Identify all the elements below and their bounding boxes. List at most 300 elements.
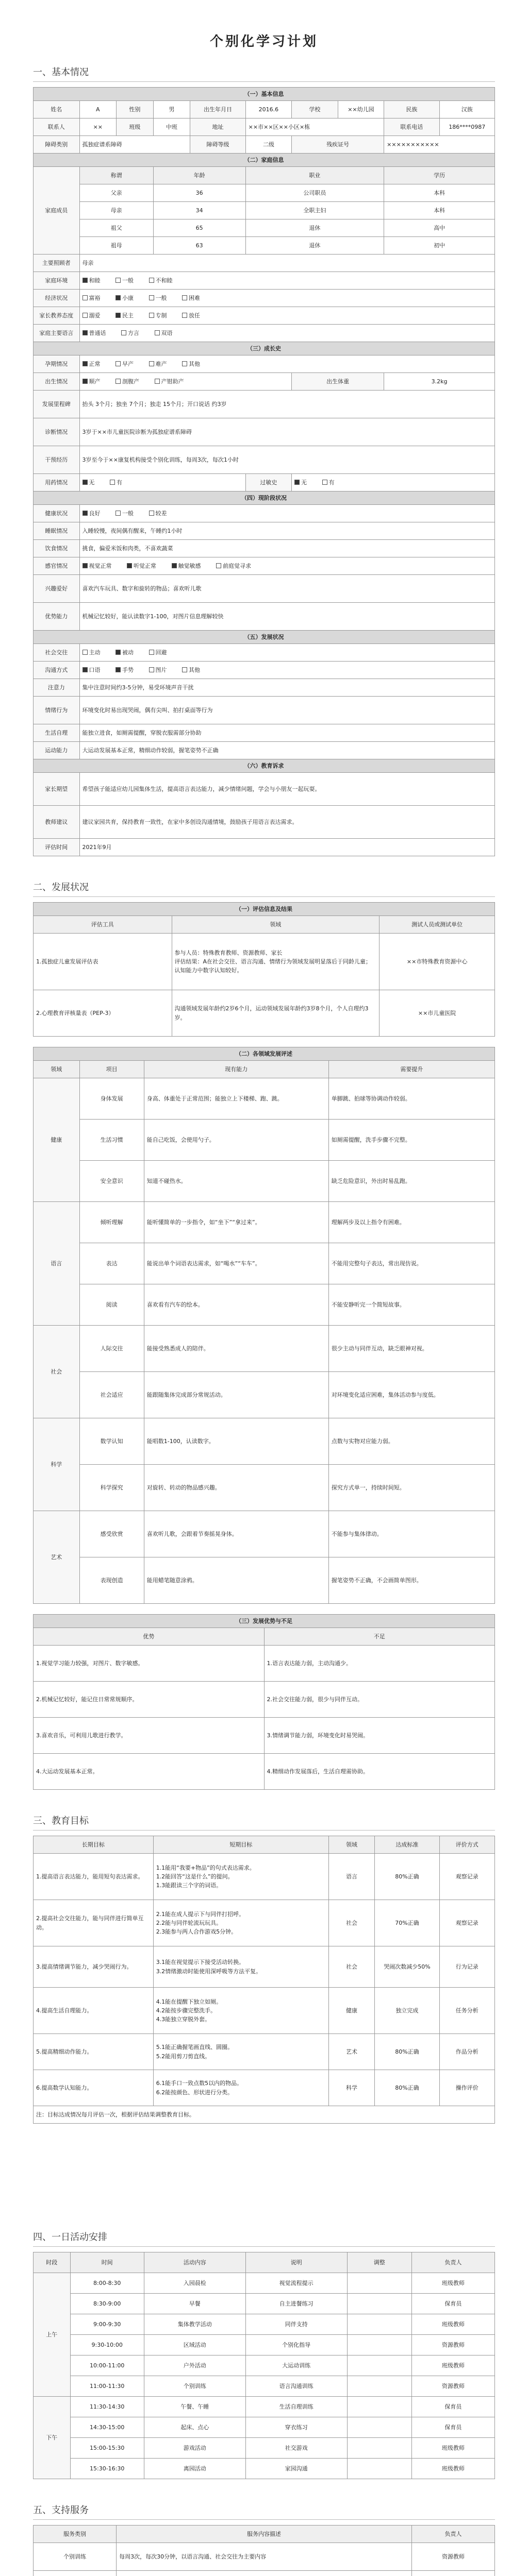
schedule-note: 自主进餐练习 <box>245 2294 347 2314</box>
checkbox[interactable] <box>172 563 177 568</box>
support-desc: 每周3次，每次30分钟，以语言沟通、社会交往为主要内容 <box>117 2543 412 2571</box>
option-label: 放任 <box>189 312 200 319</box>
ethnic-label: 民族 <box>384 101 439 118</box>
option-label: 被动 <box>122 649 134 656</box>
schedule-adjust <box>347 2376 411 2397</box>
goal-area: 社会 <box>328 1946 375 1988</box>
checkbox[interactable] <box>110 480 115 485</box>
checkbox[interactable] <box>82 361 88 366</box>
support-type <box>34 2571 117 2576</box>
interest-text: 喜欢汽车玩具、数字和旋转的物品；喜欢听儿歌 <box>79 575 495 603</box>
schedule-activity: 入园晨检 <box>144 2273 245 2294</box>
checkbox[interactable] <box>182 313 187 318</box>
family-cell: 36 <box>153 184 245 202</box>
band-current: （四）现阶段状况 <box>34 492 495 505</box>
col-item: 项目 <box>79 1061 144 1078</box>
disability-label: 障碍类别 <box>34 136 80 154</box>
checkbox[interactable] <box>182 667 187 672</box>
schedule-activity: 集体教学活动 <box>144 2314 245 2335</box>
schedule-note: 语言沟通训练 <box>245 2376 347 2397</box>
option-label: 良好 <box>89 510 101 517</box>
goals-table <box>33 1836 495 2124</box>
weight-value: 3.2kg <box>384 373 495 391</box>
checkbox[interactable] <box>155 379 160 384</box>
goal-long: 6.提高数学认知能力。 <box>34 2070 154 2106</box>
interest-label: 兴趣爱好 <box>34 575 80 603</box>
schedule-adjust <box>347 2355 411 2376</box>
caregiver-label: 主要照顾者 <box>34 255 80 272</box>
goal-standard: 80%正确 <box>375 2070 439 2106</box>
checkbox[interactable] <box>82 667 88 672</box>
schedule-activity: 区域活动 <box>144 2335 245 2355</box>
family-cell: 本科 <box>384 184 495 202</box>
schedule-activity: 早餐 <box>144 2294 245 2314</box>
area-now: 能唱数1-100，认读数字。 <box>144 1418 328 1465</box>
date-label: 评估时间 <box>34 839 80 856</box>
checkbox[interactable] <box>82 295 88 300</box>
checkbox[interactable] <box>149 313 154 318</box>
goal-long: 3.提高情绪调节能力，减少哭闹行为。 <box>34 1946 154 1988</box>
econ-options <box>79 290 495 307</box>
goal-long: 2.提高社会交往能力，能与同伴进行简单互动。 <box>34 1900 154 1946</box>
section-goals-title: 三、教育目标 <box>33 1814 495 1831</box>
intervention-label: 干预经历 <box>34 446 80 474</box>
family-cell: 退休 <box>245 237 384 255</box>
medical-options <box>79 474 245 492</box>
area-now: 能用蜡笔随意涂鸦。 <box>144 1557 328 1604</box>
area-now: 知道不碰热水。 <box>144 1161 328 1202</box>
weak-cell: 1.语言表达能力弱，主动沟通少。 <box>264 1646 495 1682</box>
area-now: 能跟随集体完成部分常规活动。 <box>144 1372 328 1418</box>
goals-head: 领域 <box>328 1836 375 1854</box>
diagnosis-label: 诊断情况 <box>34 418 80 446</box>
schedule-owner: 保育员 <box>411 2417 494 2438</box>
area-now: 身高、体重处于正常范围；能独立上下楼梯、跑、跳。 <box>144 1078 328 1120</box>
phone-label: 联系电话 <box>384 118 439 136</box>
support-head: 负责人 <box>411 2526 494 2543</box>
schedule-time: 15:00-15:30 <box>70 2438 144 2459</box>
support-owner: 资源教师 <box>411 2543 494 2571</box>
area-name: 社会 <box>34 1326 80 1418</box>
goal-area: 科学 <box>328 2070 375 2106</box>
schedule-note: 社交游戏 <box>245 2438 347 2459</box>
col-need: 需要提升 <box>328 1061 494 1078</box>
milestone-text: 抬头 3个月；独坐 7个月；独走 15个月；开口说话 约3岁 <box>79 391 495 418</box>
option-label: 回避 <box>155 649 167 656</box>
class-value: 中班 <box>153 118 190 136</box>
schedule-note: 穿衣练习 <box>245 2417 347 2438</box>
schedule-time: 10:00-11:00 <box>70 2355 144 2376</box>
checkbox[interactable] <box>116 650 121 655</box>
option-label: 听觉正常 <box>134 562 156 569</box>
goal-long: 5.提高精细动作能力。 <box>34 2034 154 2070</box>
self-label: 生活自理 <box>34 724 80 742</box>
lang-options <box>79 325 495 342</box>
checkbox[interactable] <box>116 667 121 672</box>
adv-cell: 1.视觉学习能力较强，对图片、数字敏感。 <box>34 1646 265 1682</box>
schedule-adjust <box>347 2397 411 2417</box>
goal-eval: 操作评价 <box>439 2070 494 2106</box>
goal-short: 3.1能在视觉提示下接受活动转换。 3.2情绪激动时能使用深呼吸等方法平复。 <box>153 1946 328 1988</box>
checkbox[interactable] <box>182 361 187 366</box>
tool-name: 2.心理教育评核量表（PEP-3） <box>34 990 172 1037</box>
weak-cell: 2.社会交往能力弱，很少与同伴互动。 <box>264 1682 495 1718</box>
parent-options <box>79 307 495 325</box>
social-options <box>79 644 495 662</box>
pregnancy-label: 孕期情况 <box>34 355 80 373</box>
option-label: 有 <box>117 479 122 486</box>
goal-long: 1.提高语言表达能力，能用短句表达需求。 <box>34 1854 154 1900</box>
allergy-options <box>292 474 495 492</box>
band-advantage: （三）发展优势与不足 <box>34 1615 495 1628</box>
col-result: 测试人员或测试单位 <box>380 916 495 934</box>
schedule-time: 15:30-16:30 <box>70 2459 144 2479</box>
checkbox[interactable] <box>82 379 88 384</box>
area-need: 不能安静听完一个简短故事。 <box>328 1284 494 1326</box>
schedule-owner: 班级教师 <box>411 2355 494 2376</box>
area-need: 理解两步及以上指令有困难。 <box>328 1202 494 1243</box>
family-cell: 祖父 <box>79 219 153 237</box>
area-item: 生活习惯 <box>79 1120 144 1161</box>
checkbox[interactable] <box>82 480 88 485</box>
family-cell: 34 <box>153 202 245 219</box>
schedule-owner: 班级教师 <box>411 2314 494 2335</box>
checkbox[interactable] <box>82 313 88 318</box>
area-item: 人际交往 <box>79 1326 144 1372</box>
weight-label: 出生体重 <box>292 373 384 391</box>
lang-label: 家庭主要语言 <box>34 325 80 342</box>
checkbox[interactable] <box>182 295 187 300</box>
schedule-head: 调整 <box>347 2252 411 2273</box>
col-tool: 评估工具 <box>34 916 172 934</box>
emotion-text: 环境变化时易出现哭闹，偶有尖叫、拍打桌面等行为 <box>79 697 495 724</box>
checkbox[interactable] <box>149 511 154 516</box>
name-value: A <box>79 101 117 118</box>
option-label: 一般 <box>155 294 167 301</box>
id-label: 残疾证号 <box>292 136 384 154</box>
goal-short: 5.1能正确握笔画直线、圆圈。 5.2能用剪刀剪直线。 <box>153 2034 328 2070</box>
family-head-3: 学历 <box>384 167 495 184</box>
tool-name: 1.孤独症儿童发展评估表 <box>34 934 172 990</box>
attention-text: 集中注意时间约3-5分钟，易受环境声音干扰 <box>79 679 495 697</box>
strength-label: 优势能力 <box>34 603 80 631</box>
demand-label: 家长期望 <box>34 773 80 806</box>
section-dev-title: 二、发展状况 <box>33 880 495 897</box>
date-value: 2021年9月 <box>79 839 495 856</box>
area-now: 对旋转、转动的物品感兴趣。 <box>144 1465 328 1511</box>
class-label: 班级 <box>117 118 154 136</box>
section-support-title: 五、支持服务 <box>33 2503 495 2520</box>
goal-area: 语言 <box>328 1854 375 1900</box>
schedule-adjust <box>347 2273 411 2294</box>
goals-head: 达成标准 <box>375 1836 439 1854</box>
option-label: 手势 <box>122 666 134 673</box>
area-need: 握笔姿势不正确，不会画简单图形。 <box>328 1557 494 1604</box>
goal-area: 艺术 <box>328 2034 375 2070</box>
schedule-owner: 保育员 <box>411 2294 494 2314</box>
checkbox[interactable] <box>116 379 121 384</box>
weak-cell: 3.情绪调节能力弱，环境变化时易哭闹。 <box>264 1718 495 1754</box>
pregnancy-options <box>79 355 495 373</box>
section-schedule-title: 四、一日活动安排 <box>33 2230 495 2247</box>
sleep-label: 睡眠情况 <box>34 522 80 540</box>
col-adv: 优势 <box>34 1628 265 1646</box>
schedule-activity: 午餐、午睡 <box>144 2397 245 2417</box>
family-cell: 父亲 <box>79 184 153 202</box>
address-label: 地址 <box>190 118 245 136</box>
schedule-activity: 离园活动 <box>144 2459 245 2479</box>
checkbox[interactable] <box>127 563 132 568</box>
area-need: 对环境变化适应困难，集体活动参与度低。 <box>328 1372 494 1418</box>
area-name: 科学 <box>34 1418 80 1511</box>
parent-label: 家长教养态度 <box>34 307 80 325</box>
checkbox[interactable] <box>149 650 154 655</box>
option-label: 前庭觉寻求 <box>223 562 251 569</box>
goals-head: 短期目标 <box>153 1836 328 1854</box>
adv-cell: 2.机械记忆较好，能记住日常常规顺序。 <box>34 1682 265 1718</box>
motor-label: 运动能力 <box>34 742 80 759</box>
checkbox[interactable] <box>116 313 121 318</box>
teacher-label: 教师建议 <box>34 806 80 839</box>
weak-cell: 4.精细动作发展落后，生活自理需协助。 <box>264 1754 495 1790</box>
grade-label: 障碍等级 <box>190 136 245 154</box>
col-now: 现有能力 <box>144 1061 328 1078</box>
area-need: 不能用完整句子表达，常出现仿说。 <box>328 1243 494 1284</box>
goal-eval: 任务分析 <box>439 1988 494 2034</box>
option-label: 难产 <box>155 360 167 367</box>
schedule-adjust <box>347 2314 411 2335</box>
checkbox[interactable] <box>82 650 88 655</box>
family-cell: 高中 <box>384 219 495 237</box>
checkbox[interactable] <box>116 295 121 300</box>
schedule-head: 负责人 <box>411 2252 494 2273</box>
option-label: 有 <box>328 479 335 486</box>
option-label: 方言 <box>128 329 139 336</box>
schedule-adjust <box>347 2335 411 2355</box>
goal-short: 4.1能在提醒下独立如厕。 4.2能按步骤完整洗手。 4.3能独立穿脱外套。 <box>153 1988 328 2034</box>
diet-text: 挑食，偏爱米饭和肉类，不喜欢蔬菜 <box>79 540 495 557</box>
schedule-head: 活动内容 <box>144 2252 245 2273</box>
family-head-1: 年龄 <box>153 167 245 184</box>
econ-label: 经济状况 <box>34 290 80 307</box>
option-label: 无 <box>89 479 95 486</box>
support-owner <box>411 2571 494 2576</box>
col-area: 领域 <box>34 1061 80 1078</box>
option-label: 顺产 <box>89 378 101 385</box>
schedule-head: 时间 <box>70 2252 144 2273</box>
schedule-note: 大运动训练 <box>245 2355 347 2376</box>
birth-cond-options <box>79 373 292 391</box>
teacher-text: 建议家园共育，保持教育一致性，在家中多创设沟通情境，鼓励孩子用语言表达需求。 <box>79 806 495 839</box>
checkbox[interactable] <box>82 563 88 568</box>
medical-label: 用药情况 <box>34 474 80 492</box>
schedule-activity: 起床、点心 <box>144 2417 245 2438</box>
band-demand: （六）教育诉求 <box>34 759 495 773</box>
dev-advantage-table <box>33 1614 495 1790</box>
area-item: 社会适应 <box>79 1372 144 1418</box>
checkbox[interactable] <box>149 278 154 283</box>
option-label: 小康 <box>122 294 134 301</box>
support-table <box>33 2525 495 2576</box>
allergy-label: 过敏史 <box>245 474 292 492</box>
checkbox[interactable] <box>82 278 88 283</box>
checkbox[interactable] <box>116 278 121 283</box>
area-item: 感受欣赏 <box>79 1511 144 1557</box>
emotion-label: 情绪行为 <box>34 697 80 724</box>
option-label: 其他 <box>189 360 200 367</box>
checkbox[interactable] <box>82 511 88 516</box>
area-now: 能听懂简单的一步指令，如“坐下”“拿过来”。 <box>144 1202 328 1243</box>
checkbox[interactable] <box>82 330 88 335</box>
col-domain: 领域 <box>172 916 380 934</box>
contact-value: ×× <box>79 118 117 136</box>
checkbox[interactable] <box>121 330 126 335</box>
checkbox[interactable] <box>155 330 160 335</box>
goal-standard: 80%正确 <box>375 1854 439 1900</box>
schedule-time: 9:30-10:00 <box>70 2335 144 2355</box>
schedule-head: 说明 <box>245 2252 347 2273</box>
area-item: 倾听理解 <box>79 1202 144 1243</box>
id-value: ××××××××××× <box>384 136 495 154</box>
area-now: 能接受熟悉成人的陪伴。 <box>144 1326 328 1372</box>
env-options <box>79 272 495 290</box>
band-development: （五）发展状况 <box>34 631 495 644</box>
area-item: 科学探究 <box>79 1465 144 1511</box>
option-label: 困难 <box>189 294 200 301</box>
tool-result: 参与人员：特殊教育教师、资源教师、家长 评估结果：A在社会交往、语言沟通、情绪行为领域发展明显落后于同龄儿童；认知能力中数字认知较好。 <box>172 934 380 990</box>
checkbox[interactable] <box>294 480 300 485</box>
address-value: ××市××区××小区×栋 <box>245 118 384 136</box>
goal-eval: 作品分析 <box>439 2034 494 2070</box>
checkbox[interactable] <box>322 480 327 485</box>
grade-value: 二级 <box>245 136 292 154</box>
checkbox[interactable] <box>116 361 121 366</box>
page-title: 个别化学习计划 <box>209 34 318 49</box>
area-name: 语言 <box>34 1202 80 1326</box>
area-now: 能自己吃饭，会使用勺子。 <box>144 1120 328 1161</box>
support-head: 服务类别 <box>34 2526 117 2543</box>
tool-org: ××市儿童医院 <box>380 990 495 1037</box>
gender-label: 性别 <box>117 101 154 118</box>
comm-options <box>79 662 495 679</box>
option-label: 剖腹产 <box>122 378 139 385</box>
area-now: 能说出单个词语表达需求，如“喝水”“车车”。 <box>144 1243 328 1284</box>
disability-value: 孤独症谱系障碍 <box>79 136 190 154</box>
option-label: 触觉敏感 <box>178 562 201 569</box>
self-text: 能独立进食，如厕需提醒，穿脱衣服需部分协助 <box>79 724 495 742</box>
area-name: 艺术 <box>34 1511 80 1604</box>
schedule-note: 视觉流程提示 <box>245 2273 347 2294</box>
family-label: 家庭成员 <box>34 167 80 255</box>
adv-cell: 4.大运动发展基本正常。 <box>34 1754 265 1790</box>
schedule-note: 同伴支持 <box>245 2314 347 2335</box>
goal-short: 6.1能手口一致点数5以内的物品。 6.2能按颜色、形状进行分类。 <box>153 2070 328 2106</box>
area-need: 不能参与集体律动。 <box>328 1511 494 1557</box>
goal-short: 1.1能用“我要+物品”的句式表达需求。 1.2能回答“这是什么”的提问。 1.3能跟读三个字的词语。 <box>153 1854 328 1900</box>
schedule-adjust <box>347 2459 411 2479</box>
band-growth: （三）成长史 <box>34 342 495 355</box>
dev-areas-table <box>33 1047 495 1604</box>
goals-head: 评价方式 <box>439 1836 494 1854</box>
option-label: 无 <box>301 479 307 486</box>
checkbox[interactable] <box>116 511 121 516</box>
schedule-owner: 资源教师 <box>411 2376 494 2397</box>
checkbox[interactable] <box>216 563 221 568</box>
schedule-time: 9:00-9:30 <box>70 2314 144 2335</box>
family-cell: 全职主妇 <box>245 202 384 219</box>
attention-label: 注意力 <box>34 679 80 697</box>
option-label: 民主 <box>122 312 134 319</box>
checkbox[interactable] <box>149 667 154 672</box>
checkbox[interactable] <box>149 295 154 300</box>
area-need: 点数与实物对应能力弱。 <box>328 1418 494 1465</box>
goal-short: 2.1能在成人提示下与同伴打招呼。 2.2能与同伴轮流玩玩具。 2.3能参与两人合作游戏5分钟。 <box>153 1900 328 1946</box>
family-cell: 母亲 <box>79 202 153 219</box>
area-need: 单脚跳、拍球等协调动作较弱。 <box>328 1078 494 1120</box>
strength-text: 机械记忆较好，能认读数字1-100，对图片信息理解较快 <box>79 603 495 631</box>
schedule-activity: 户外活动 <box>144 2355 245 2376</box>
family-cell: 初中 <box>384 237 495 255</box>
family-cell: 63 <box>153 237 245 255</box>
support-desc <box>117 2571 412 2576</box>
family-cell: 本科 <box>384 202 495 219</box>
section-basic-title: 一、基本情况 <box>33 65 495 82</box>
family-cell: 退休 <box>245 219 384 237</box>
family-head-0: 称谓 <box>79 167 153 184</box>
phone-value: 186****0987 <box>439 118 494 136</box>
sense-label: 感官情况 <box>34 557 80 575</box>
band-areas: （二）各领域发展评述 <box>34 1047 495 1061</box>
caregiver-value: 母亲 <box>79 255 495 272</box>
contact-label: 联系人 <box>34 118 80 136</box>
health-options <box>79 505 495 522</box>
goal-standard: 80%正确 <box>375 2034 439 2070</box>
option-label: 富裕 <box>89 294 101 301</box>
col-weak: 不足 <box>264 1628 495 1646</box>
ethnic-value: 汉族 <box>439 101 494 118</box>
schedule-time: 8:00-8:30 <box>70 2273 144 2294</box>
area-item: 数学认知 <box>79 1418 144 1465</box>
social-label: 社会交往 <box>34 644 80 662</box>
family-cell: 65 <box>153 219 245 237</box>
option-label: 视觉正常 <box>89 562 112 569</box>
schedule-time: 8:30-9:00 <box>70 2294 144 2314</box>
option-label: 溺爱 <box>89 312 101 319</box>
family-cell: 公司职员 <box>245 184 384 202</box>
option-label: 双语 <box>161 329 173 336</box>
option-label: 一般 <box>122 277 134 284</box>
goal-eval: 观察记录 <box>439 1900 494 1946</box>
schedule-adjust <box>347 2294 411 2314</box>
schedule-owner: 班级教师 <box>411 2459 494 2479</box>
school-value: ××幼儿园 <box>338 101 384 118</box>
option-label: 一般 <box>122 510 134 517</box>
schedule-note: 家园沟通 <box>245 2459 347 2479</box>
option-label: 普通话 <box>89 329 106 336</box>
goal-area: 健康 <box>328 1988 375 2034</box>
checkbox[interactable] <box>149 361 154 366</box>
schedule-owner: 资源教师 <box>411 2335 494 2355</box>
area-item: 身体发展 <box>79 1078 144 1120</box>
goal-standard: 独立完成 <box>375 1988 439 2034</box>
schedule-owner: 班级教师 <box>411 2438 494 2459</box>
option-label: 主动 <box>89 649 101 656</box>
birth-cond-label: 出生情况 <box>34 373 80 391</box>
support-type: 个别训练 <box>34 2543 117 2571</box>
schedule-adjust <box>347 2438 411 2459</box>
schedule-activity: 游戏活动 <box>144 2438 245 2459</box>
comm-label: 沟通方式 <box>34 662 80 679</box>
